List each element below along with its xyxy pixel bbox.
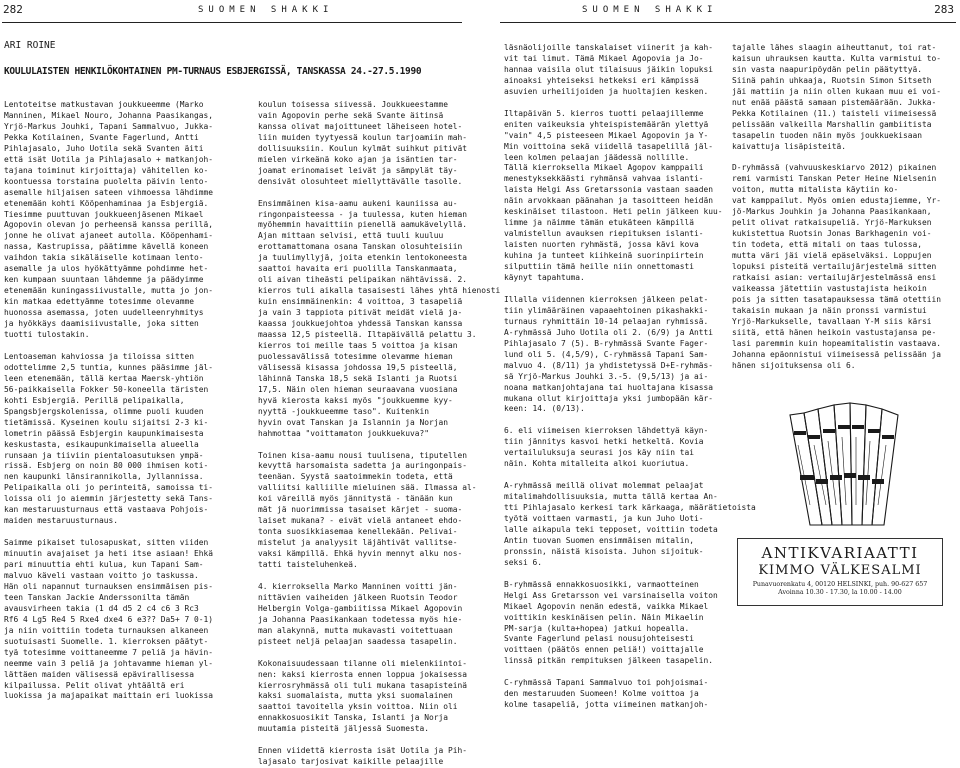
right-page-number: 283 — [934, 3, 954, 16]
article-column-3: läsnäolijoille tanskalaiset viinerit ja kah- vit tai limut. Tämä Mikael Agopovia ja Jo- hannaa vaisila olut tilaisuus jäikin lopuksi ainoaksi yhteiseksi hetkeksi eri kämpissä asuvien urheilijoiden ja huoltajien kesken. Iltapäivän 5. kierros tuotti pelaajillemme eniten vaikeuksia yhteispistemäärän ylettyä "vain" 4,5 pisteeseen Mikael Agopovin ja Y- Min voittoina sekä viidellä tasapelillä jäl- leen kolmen pelaajan jäädessä nollille. Tällä kierroksella Mikael Agopov kamppaili menestyksekkäästi ryhmänsä vahvaa islanti- laista Helgi Ass Gretarssonia vastaan saaden näin arvokkaan päänahan ja tasoitteen heidän keskinäiset tilastoon. Heti pelin jälkeen kuu- limme ja näimme tämän etukäteen kämpillä valmistellun avauksen riepituksen islanti- laisten nuorten ryhmästä, jossa kävi kova kuhina ja tunteet kiihkeinä suorinpiirtein silputtiin tämä heille niin onnettomasti käynyt tapahtuma. Illalla viidennen kierroksen jälkeen pelat- tiin ylimääräinen vapaaehtoinen pikashakki- turnaus ryhmittäin 10-14 pelaajan ryhmissä. A-ryhmässä Juho Uotila oli 2. (6/9) ja Antti Pihlajasalo 7 (5). B-ryhmässä Svante Fager- lund oli 5. (4,5/9), C-ryhmässä Tapani Sam- malvuo 4. (8/11) ja yhdistetyssä D+E-ryhmäs- sä Yrjö-Markus Jouhki 3.-5. (9,5/13) ja ai- noana matkanjohtajana tai huoltajana kisassa mukana ollut kirjoittaja yksi jumbopään kär- keen: 14. (0/13). 6. eli viimeisen kierroksen lähdettyä käyn- tiin jännitys kasvoi hetki hetkeltä. Kovia vertailuluksuja seurasi jos käy niin tai näin. Kohta mitalleita alkoi kuoriutua. A-ryhmässä meillä olivat molemmat pelaajat mitalimahdollisuuksia, mutta tällä kertaa An- tti Pihlajasalo kerkesi tark kärkaaga, määrätietoista työtä voittaen varmasti, ja kun Juho Uoti- lalle aikapula teki tepposet, voittiin todeta Antin tuovan Suomen ensimmäisen mitalin, pronssin, näistä kisoista. Juhon sijoituk- seksi 6. B-ryhmässä ennakkosuosikki, varmaotteinen Helgi Ass Gretarsson vei varsinaisella voiton Mikael Agopovin nenän edestä, vaikka Mikael voittikin keskinäisen pelin. Näin Mikaelin PM-sarja (kulta+hopea) jatkui hopealla. Svante Fagerlund pelasi nousujohteisesti voittaen (päätös ennen peliä!) voittajalle linssä pitkän rempituksen jälkeen tasapelin. C-ryhmässä Tapani Sammalvuo toi pohjoismai- den mestaruuden Suomeen! Kolme voittoa ja kolme tasapeliä, jotta viimeinen matkanjoh- — [504, 43, 756, 710]
author-byline: ARI ROINE — [4, 40, 56, 51]
books-illustration — [770, 385, 920, 535]
advert-name-line1: ANTIKVARIAATTI — [761, 544, 919, 562]
right-header-rule — [500, 22, 956, 23]
left-page-number: 282 — [3, 3, 23, 16]
left-header-rule — [2, 22, 462, 23]
left-running-title: SUOMEN SHAKKI — [198, 5, 334, 15]
article-column-2: koulun toisessa siivessä. Joukkueestamme vain Agopovin perhe sekä Svante äitinsä kanssa olivat majoittuneet läheiseen hotel- liin muiden tyytyessä koulun tarjoamiin mah- dollisuuksiin. Koulun kylmät suihkut pitivät mielen virkeänä koko ajan ja isäntien tar- joamat erinomaiset leivät ja sämpylät täy- densivät olosuhteet miellyttävälle tasolle. Ensimmäinen kisa-aamu aukeni kauniissa au- ringonpaisteessa - ja tuulessa, kuten hieman myöhemmin havaittiin pienellä aamukävelyllä. Ajan mittaan selvisi, että tuuli kuuluu erottamattomana osana Tanskan olosuhteisiin ja tuulimyllyjä, joita etenkin lentokoneesta saattoi havaita eri puolilla Tanskanmaata, oli aivan tiheästi pelipaikan nähtävissä. 2. kierros tuli aikalla tasaisesti lähes yhtä hienosti kuin ensimmäinenkin: 4 voittoa, 3 tasapeliä ja vain 3 tappiota pitivät meidät vielä ja- kaassa joukkuejohtoa yhdessä Tanskan kanssa maassa 12,5 pisteellä. Iltapäivällä pelattu 3. kierros toi meille taas 5 voittoa ja kisan puolessavälissä totesimme olevamme hieman välisessä kisassa johdossa 19,5 pisteellä, lähinnä Tanska 18,5 sekä Islanti ja Ruotsi 17,5. Näin olen hieman seuraavana vuosiana hyvä kierosta kaksi myös "joukkuemme kyy- nyyttä -joukkueemme taso". Kuitenkin hyvin ovat Tanskan ja Islannin ja Norjan hahmottaa "voittamaton joukkuekuva?" Toinen kisa-aamu nousi tuulisena, tiputellen kevyttä harsomaista sadetta ja auringonpais- teenäan. Syystä saatoimmekin todeta, että valliitsi kalliille mieluinen sää. Ilmassa al- koi väreillä myös jännitystä - tänään kun mät jä nuorimmissa tasaiset kärjet - suoma- laiset mukana? - eivät vielä antaneet ehdo- tonta suosikkiasemaa kenellekään. Pelivai- mistelut ja analyysit läjähtivät vallitse- vaksi kämpillä. Ehkä hyvin mennyt alku nos- tatti taisteluhenkeä. 4. kierroksella Marko Manninen voitti jän- nittävien vaiheiden jälkeen Ruotsin Teodor Helbergin Volga-gambiitissa Mikael Agopovin ja Johanna Paasikankaan todetessa myös hie- man alakynnä, mutta mukavasti voitettuaan pisteet neljä pelaajan saadessa tasapelin. Kokonaisuudessaan tilanne oli mielenkiintoi- nen: kaksi kierrosta ennen loppua jokaisessa kierrosryhmässä oli tuli mukana tasapisteinä kaksi suomalaista, mutta yksi suomalainen saattoi tavoitella yksin voittoa. Niin oli ennakkosuosikit Tanska, Islanti ja Norja muutamia pisteitä jäljessä Suomesta. Ennen viidettä kierrosta isät Uotila ja Pih- lajasalo tarjosivat kaikille pelaajille — [258, 100, 501, 767]
advert-hours: Avoinna 10.30 - 17.30, la 10.00 - 14.00 — [778, 589, 902, 596]
advert-address: Punavuorenkatu 4, 00120 HELSINKI, puh. 90-627 657 — [752, 581, 928, 588]
right-running-title: SUOMEN SHAKKI — [582, 5, 718, 15]
article-column-1: Lentoteitse matkustavan joukkueemme (Marko Manninen, Mikael Nouro, Johanna Paasikangas, Yrjö-Markus Jouhki, Tapani Sammalvuo, Jukka- Pekka Kotilainen, Svante Fagerlund, Antti Pihlajasalo, Juho Uotila sekä Svanten äiti että isät Uotila ja Pihlajasalo + matkanjoh- tajana toiminut kirjoittaja) vähitellen ko- koontuessa torstaina puolelta päivin lento- asemalle hiljaisen sateen vihmoessa lähdimme etenemään kohti Kööpenhaminaa ja Esbjergiä. Tiesimme puuttuvan joukkueenjäsenen Mikael Agopovin olevan jo perheensä kanssa perillä, jonne he olivat ajaneet autolla. Kööpenhami- nassa, Kastrupissa, päätimme kävellä koneen vaihdon takia sikäläiselle kotimaan lento- asemalle ja ulos hyökättyämme pohdimme het- ken kumpaan suuntaan lähdemme ja päädyimme etenemään kuningassiivustalle, mutta jo jon- kin matkaa edettyämme totesimme olevamme huonossa asemassa, joten uudelleenryhmitys ja hyökkäys daamisiivustalle, joka sitten tuotti tulostakin. Lentoaseman kahviossa ja tiloissa sitten odottelimme 2,5 tuntia, kunnes pääsimme jäl- leen etenemään, tällä kertaa Maersk-yhtiön 56-paikkaisella Fokker 50-koneella täristen kohti Esbjergiä. Perillä pelipaikalla, Spangsbjergskolenissa, olimme puoli kuuden tietämissä. Kyseinen koulu sijaitsi 2-3 ki- lometrin päässä Esbjergin kaupunkimaisesta keskustasta, esikaupunkimaisella alueella runsaan ja tiiviin pientaloasutuksen ympä- rissä. Esbjerg on noin 80 000 ihmisen koti- nen kaupunki länsirannikolla, Jyllannissa. Pelipaikalla oli jo perinteitä, samoissa ti- loissa oli jo aiemmin järjestetty sekä Tans- kan mestaruusturnaus että vastaava Pohjois- maiden mestaruusturnaus. Saimme pikaiset tulosapuskat, sitten viiden minuutin avajaiset ja heti itse asiaan! Ehkä pari minuuttia ehti kulua, kun Tapani Sam- malvuo käveli vastaan voitto jo taskussa. Hän oli napannut turnauksen ensimmäisen pis- teen Tanskan Jackie Anderssonilta tämän avausvirheen takia (1 d4 d5 2 c4 c6 3 Rc3 Rf6 4 Lg5 Re4 5 Rxe4 dxe4 6 e3?? Da5+ 7 0-1) ja niin voittiin todeta turnauksen alkaneen suotuisasti Suomelle. 1. kierroksen päätyt- tyä totesimme voittaneemme 7 peliä ja hävin- neemme vain 3 peliä ja johtavamme hieman yl- lättäen maiden välisessä epävirallisessa kilpailussa. Pelit olivat yhtäältä eri luokissa ja majapaikat maittain eri luokissa — [4, 100, 214, 701]
advert-name-line2: KIMMO VÄLKESALMI — [758, 563, 922, 578]
advert-box — [737, 538, 943, 606]
article-headline: KOULULAISTEN HENKILÖKOHTAINEN PM-TURNAUS ESBJERGISSÄ, TANSKASSA 24.-27.5.1990 — [4, 66, 422, 77]
article-column-4: tajalle lähes slaagin aiheuttanut, toi rat- kaisun uhrauksen kautta. Kulta varmistui to- sin vasta naapuripöydän pelin päätyttyä. Siinä pahin uhkaaja, Ruotsin Simon Sitseth jäi mattiin ja niin ollen kukaan muu ei voi- nut enää päästä samaan pistemäärään. Jukka- Pekka Kotilainen (11.) taisteli viimeisessä pelissään valkeilla Marshallin gambiitista tasapelin tuoden näin myös joukkuekisaan kaivattuja lisäpisteitä. D-ryhmässä (vahvuuskeskiarvo 2012) pikainen remi varmisti Tanskan Peter Heine Nielsenin voiton, mutta mitalista käytiin ko- vat kamppailut. Myös omien edustajiemme, Yr- jö-Markus Jouhkin ja Johanna Paasikankaan, pelit olivat ratkaisupeliä. Yrjö-Markuksen kukistettua Ruotsin Jonas Barkhagenin voi- tin todeta, että mitali on taas tulossa, mutta väri jäi vielä epäselväksi. Loppujen lopuksi pisteitä vertailujärjestelmä sitten ratkaisi asian: vertailujärjestelmässä ensi vaikeassa jätettiin vastustajista heikoin pois ja sitten tasatapauksessa tämä otettiin takaisin mukaan ja näin pronssi varmistui Yrjö-Markukselle, tavallaan Y-M siis kärsi siitä, että hänen heikoin vastustajansa pe- lasi paremmin kuin hopeamitalistin vastaava. Johanna epäonnistui viimeisessä pelissään ja hänen sijoituksensa oli 6. — [732, 43, 942, 370]
